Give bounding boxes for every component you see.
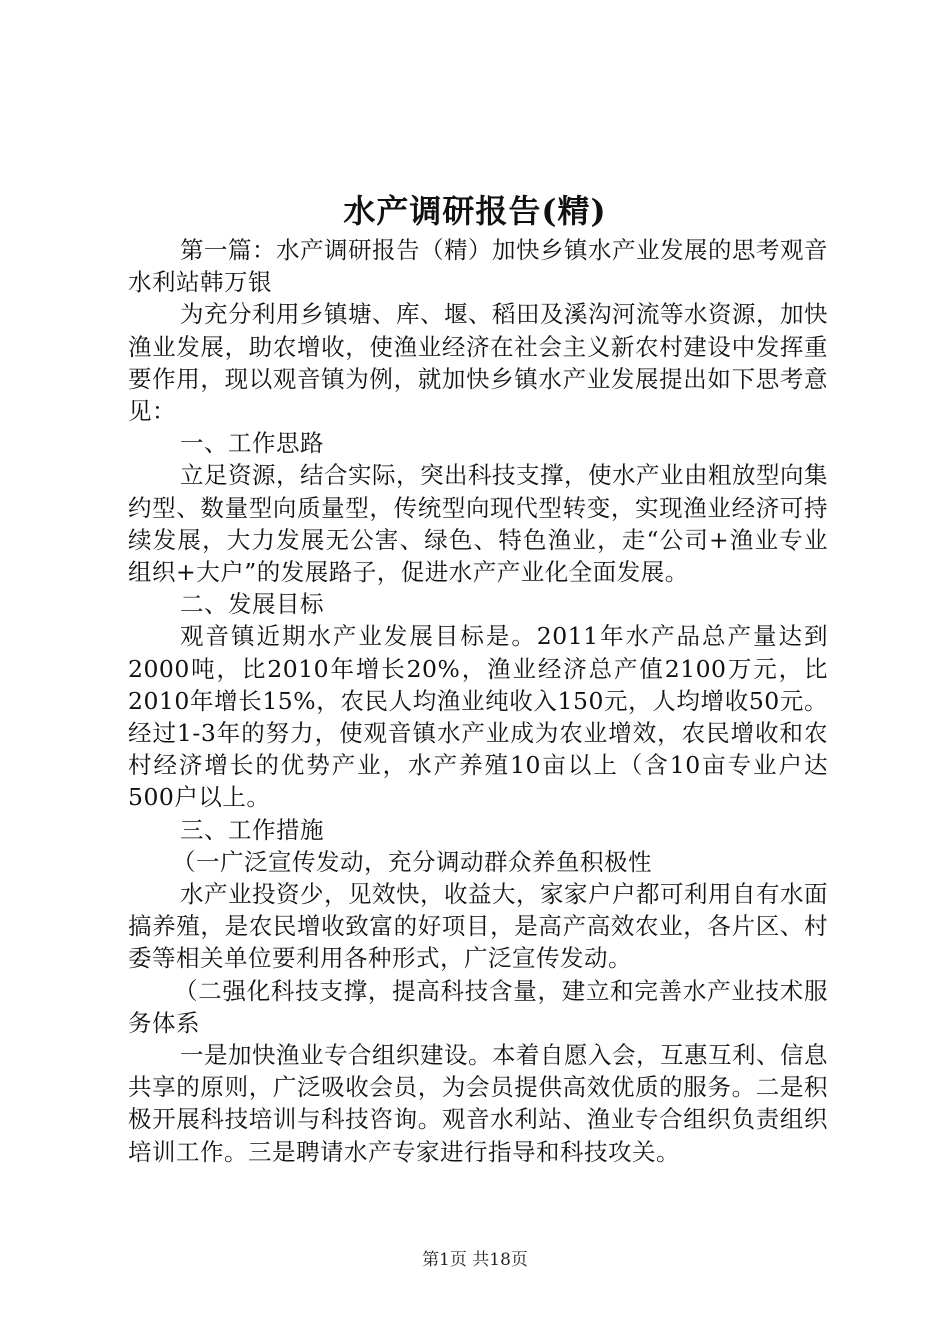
paragraph-work-idea: 立足资源，结合实际，突出科技支撑，使水产业由粗放型向集约型、数量型向质量型，传统型向现代型转变，实现渔业经济可持续发展，大力发展无公害、绿色、特色渔业，走“公司+渔业专业组织+大户”的发展路子，促进水产产业化全面发展。 xyxy=(128,461,828,587)
paragraph-publicity: 水产业投资少，见效快，收益大，家家户户都可利用自有水面搞养殖，是农民增收致富的好项目，是高产高效农业，各片区、村委等相关单位要利用各种形式，广泛宣传发动。 xyxy=(128,880,828,973)
section-heading-goals: 二、发展目标 xyxy=(180,590,324,619)
paragraph-goals: 观音镇近期水产业发展目标是。2011年水产品总产量达到2000吨，比2010年增长20%，渔业经济总产值2100万元，比2010年增长15%，农民人均渔业纯收入150元，人均增收50元。经过1-3年的努力，使观音镇水产业成为农业增效，农民增收和农村经济增长的优势产业，水产养殖10亩以上（含10亩专业户达500户以上。 xyxy=(128,622,828,812)
subheading-tech-support: （二强化科技支撑，提高科技含量，建立和完善水产业技术服务体系 xyxy=(128,976,828,1037)
paragraph-intro-heading: 第一篇：水产调研报告（精）加快乡镇水产业发展的思考观音水利站韩万银 xyxy=(128,236,828,297)
paragraph-tech-support: 一是加快渔业专合组织建设。本着自愿入会，互惠互利、信息共享的原则，广泛吸收会员，为会员提供高效优质的服务。二是积极开展科技培训与科技咨询。观音水利站、渔业专合组织负责组织培训工作。三是聘请水产专家进行指导和科技攻关。 xyxy=(128,1041,828,1166)
document-body xyxy=(128,234,828,1168)
section-heading-measures: 三、工作措施 xyxy=(180,815,324,844)
paragraph-purpose: 为充分利用乡镇塘、库、堰、稻田及溪沟河流等水资源，加快渔业发展，助农增收，使渔业经济在社会主义新农村建设中发挥重要作用，现以观音镇为例，就加快乡镇水产业发展提出如下思考意见： xyxy=(128,300,828,426)
subheading-publicity: （一广泛宣传发动，充分调动群众养鱼积极性 xyxy=(172,847,652,876)
section-heading-work-idea: 一、工作思路 xyxy=(180,429,324,458)
page-footer: 第1页 共18页 xyxy=(422,1250,528,1270)
document-title: 水产调研报告(精) xyxy=(343,192,607,230)
